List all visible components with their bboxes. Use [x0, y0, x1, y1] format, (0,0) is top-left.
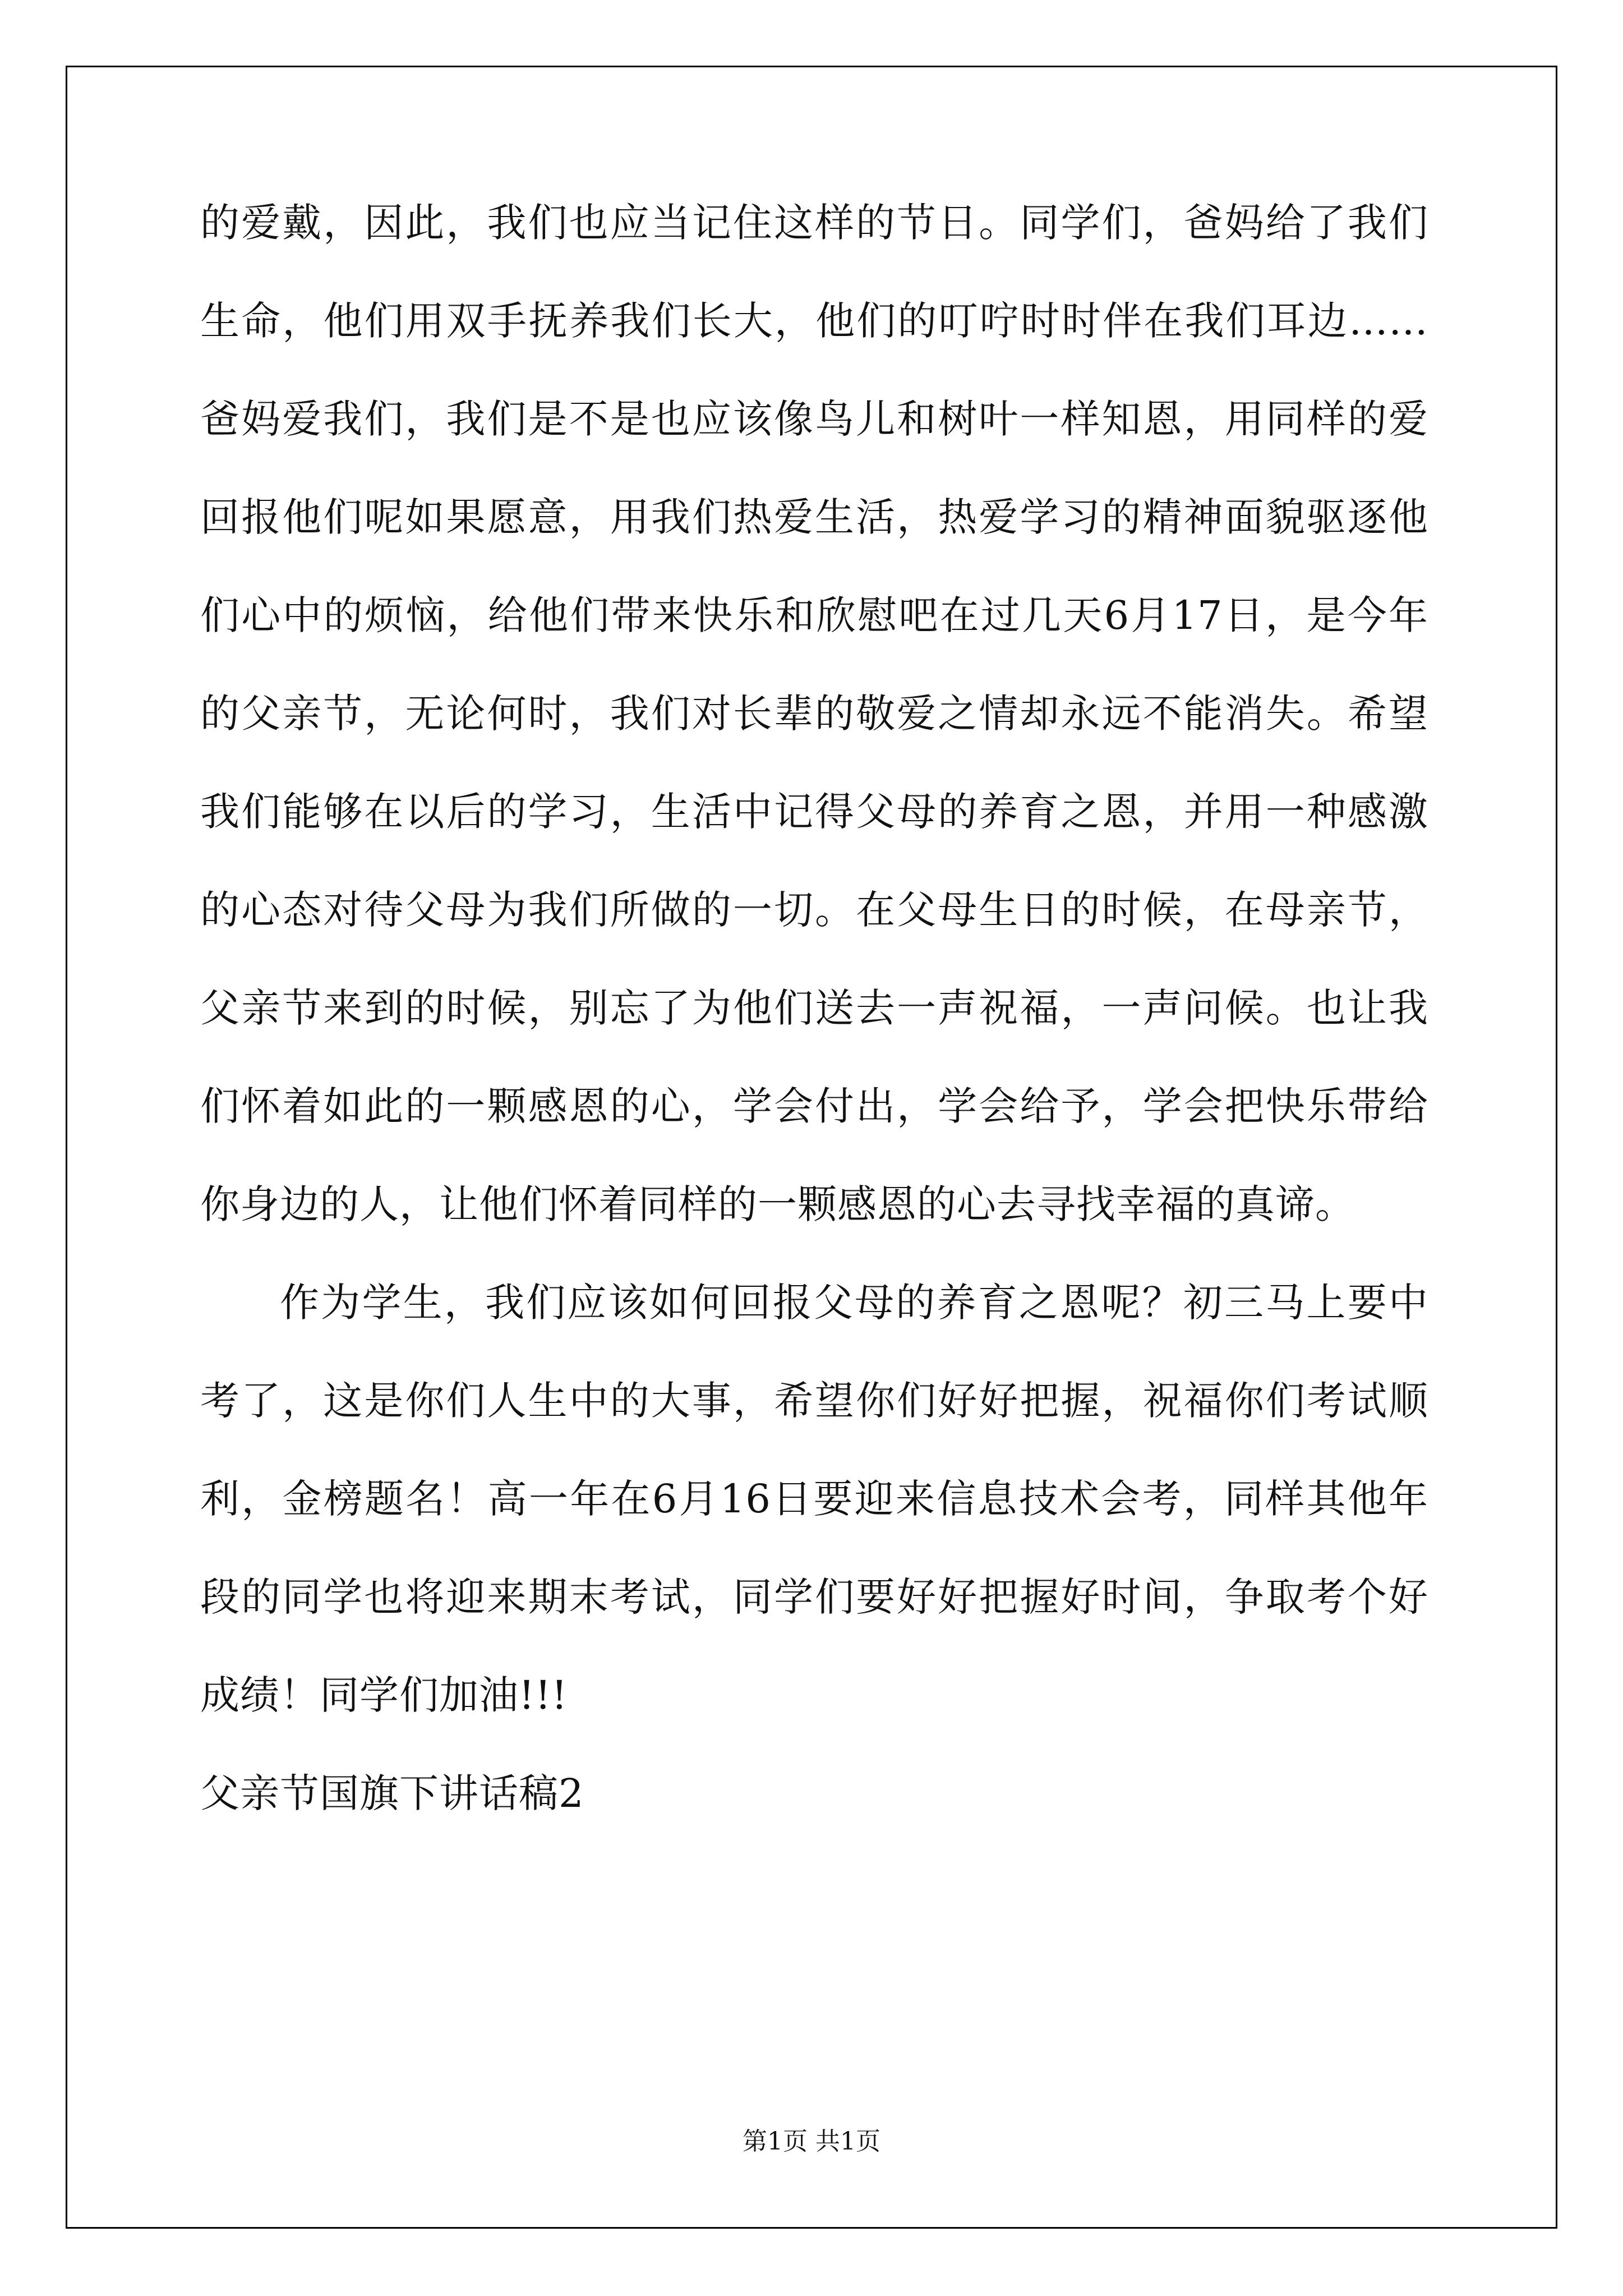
body-line-3: 爸妈爱我们，我们是不是也应该像鸟儿和树叶一样知恩，用同样的爱 — [200, 396, 1428, 442]
body-line-14: 利，金榜题名！高一年在6月16日要迎来信息技术会考，同样其他年 — [200, 1476, 1428, 1522]
body-line-16: 成绩！同学们加油!!! — [200, 1672, 568, 1718]
body-line-11: 你身边的人，让他们怀着同样的一颗感恩的心去寻找幸福的真谛。 — [200, 1181, 1355, 1227]
body-line-1: 的爱戴，因此，我们也应当记住这样的节日。同学们，爸妈给了我们 — [200, 200, 1428, 246]
body-line-6: 的父亲节，无论何时，我们对长辈的敬爱之情却永远不能消失。希望 — [200, 691, 1428, 737]
body-line-15: 段的同学也将迎来期末考试，同学们要好好把握好时间，争取考个好 — [200, 1574, 1428, 1620]
body-line-9: 父亲节来到的时候，别忘了为他们送去一声祝福，一声问候。也让我 — [200, 985, 1428, 1031]
section-heading: 父亲节国旗下讲话稿2 — [200, 1770, 584, 1816]
body-line-7: 我们能够在以后的学习，生活中记得父母的养育之恩，并用一种感激 — [200, 789, 1428, 835]
body-line-5: 们心中的烦恼，给他们带来快乐和欣慰吧在过几天6月17日，是今年 — [200, 592, 1428, 638]
body-line-4: 回报他们呢如果愿意，用我们热爱生活，热爱学习的精神面貌驱逐他 — [200, 494, 1428, 540]
body-line-13: 考了，这是你们人生中的大事，希望你们好好把握，祝福你们考试顺 — [200, 1378, 1428, 1424]
body-line-8: 的心态对待父母为我们所做的一切。在父母生日的时候，在母亲节， — [200, 887, 1428, 933]
body-line-2: 生命，他们用双手抚养我们长大，他们的叮咛时时伴在我们耳边…… — [200, 298, 1428, 344]
body-line-10: 们怀着如此的一颗感恩的心，学会付出，学会给予，学会把快乐带给 — [200, 1083, 1428, 1129]
body-line-12: 作为学生，我们应该如何回报父母的养育之恩呢？初三马上要中 — [280, 1280, 1428, 1326]
document-body — [200, 200, 1428, 1872]
page-footer: 第1页 共1页 — [743, 2127, 880, 2156]
